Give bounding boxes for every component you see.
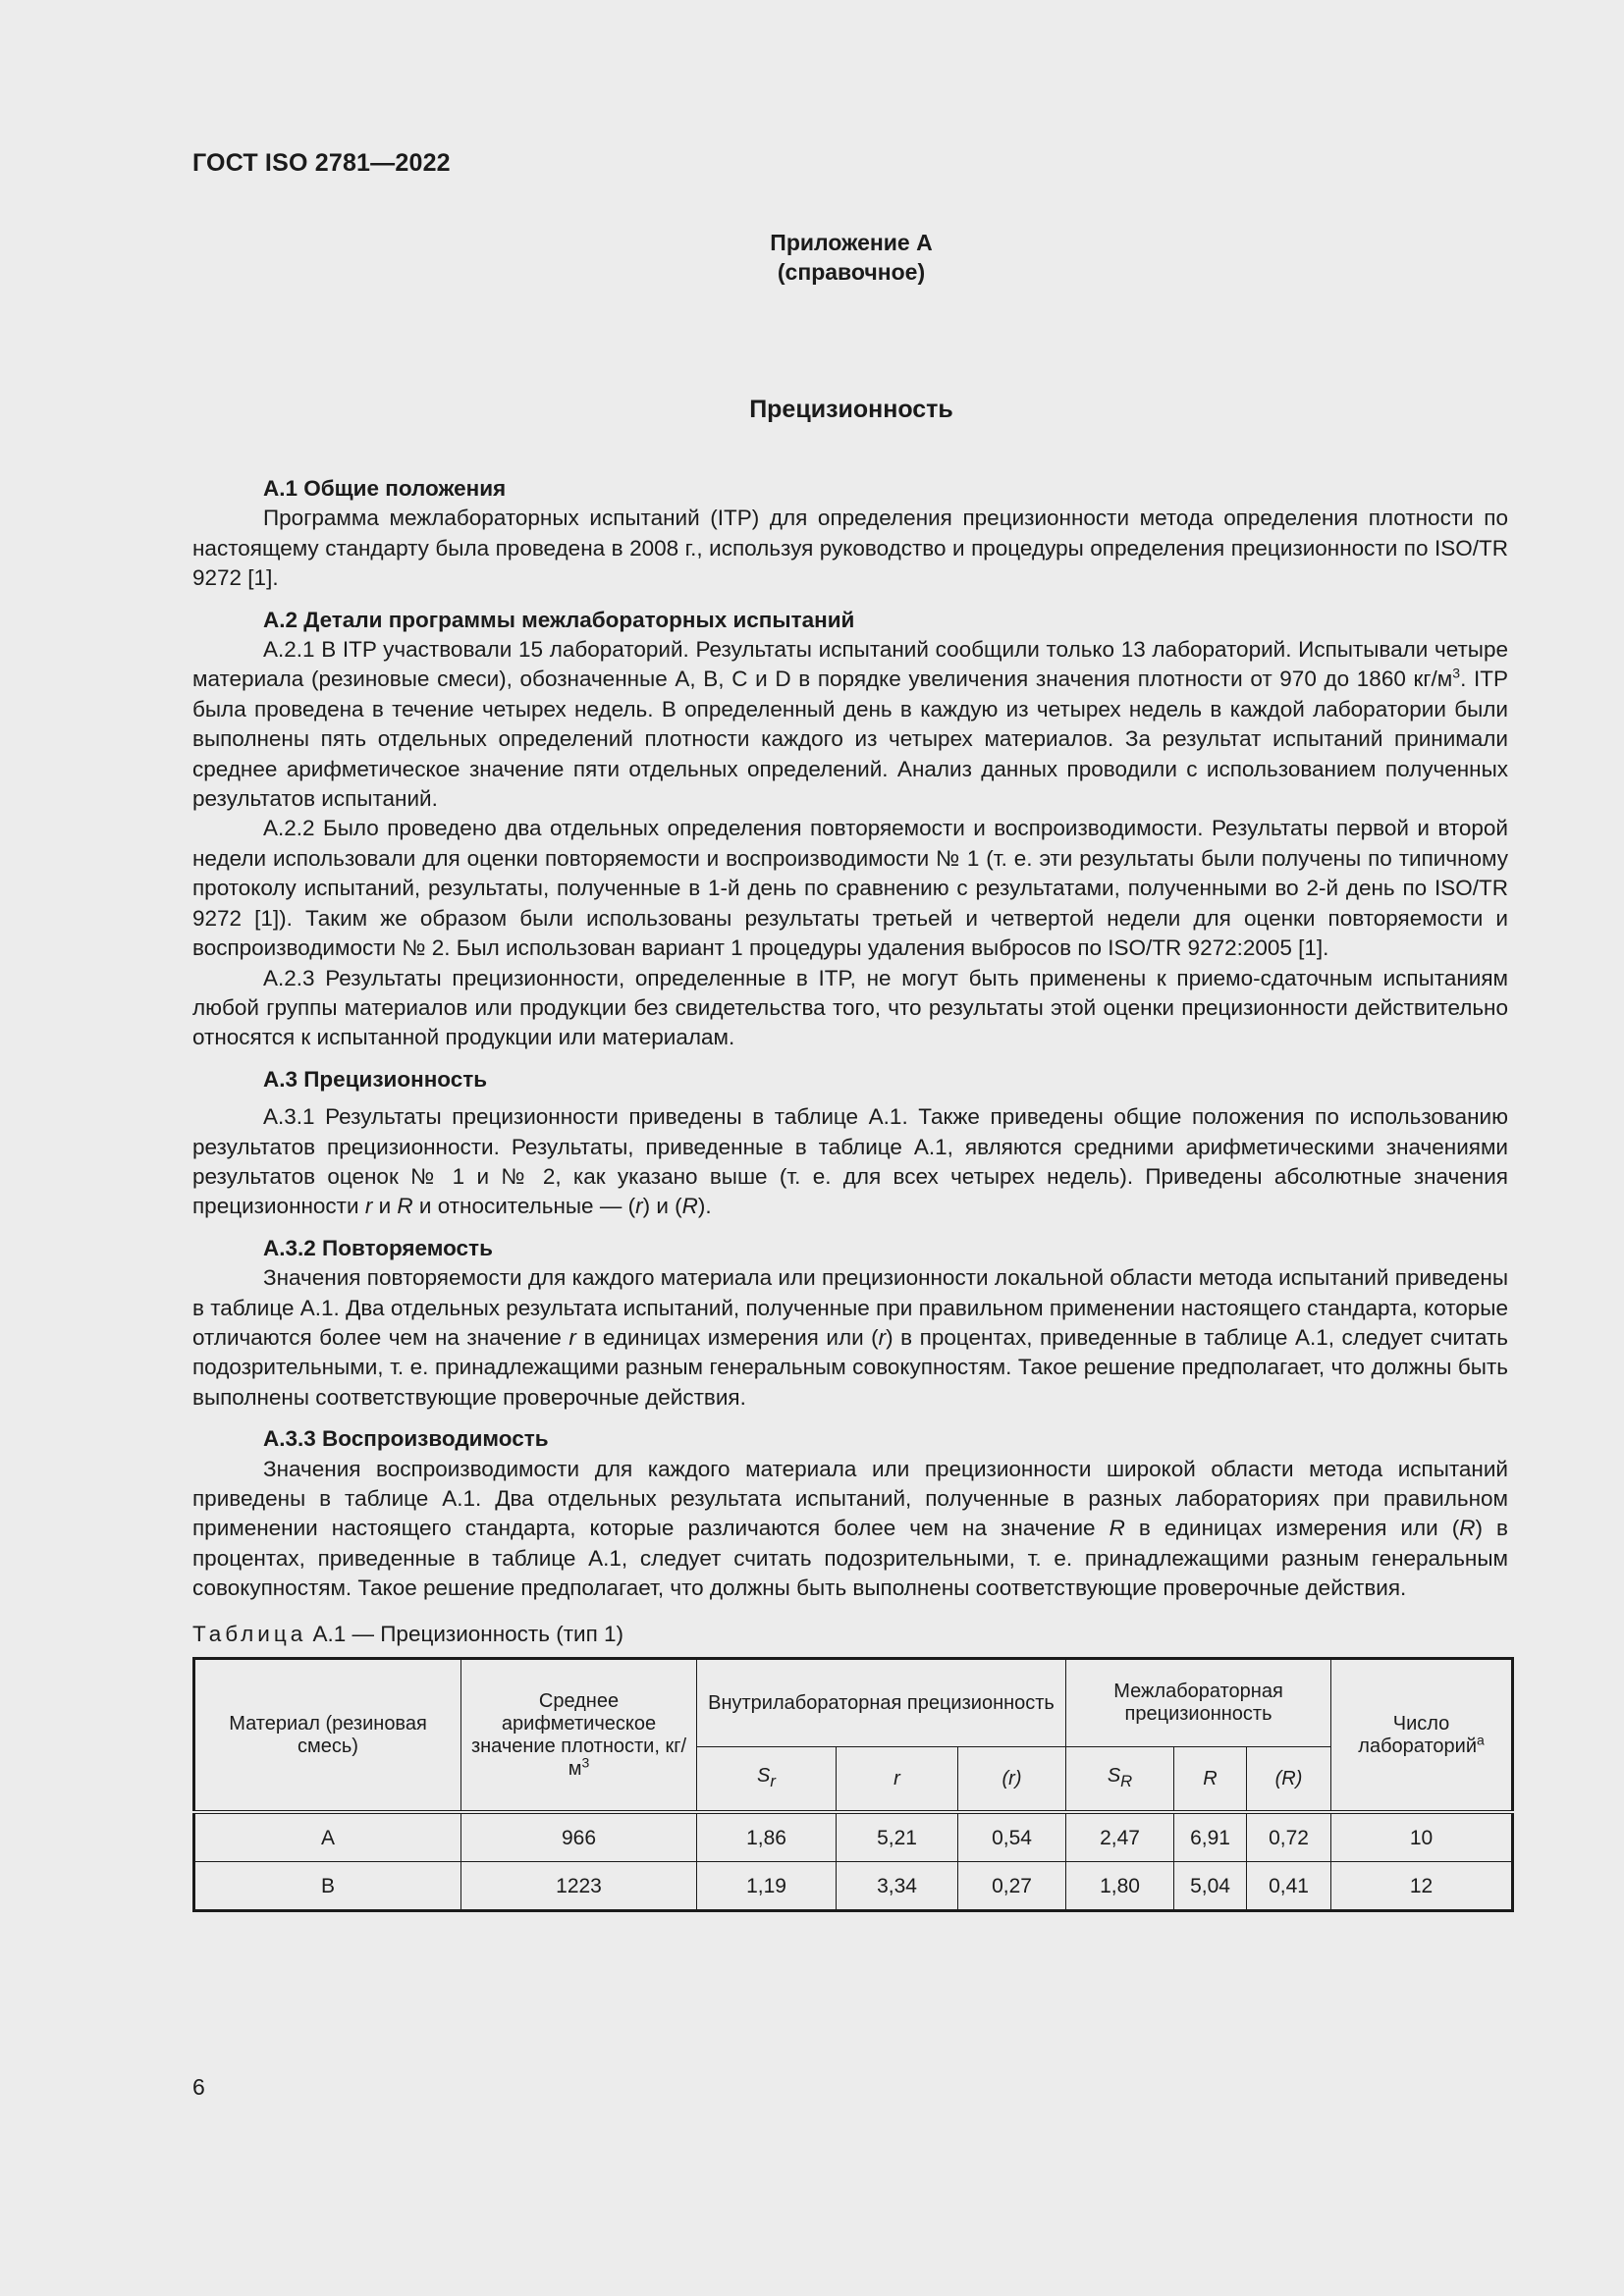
cell-material: А bbox=[194, 1812, 461, 1862]
cell-r: 5,21 bbox=[837, 1812, 958, 1862]
paragraph-a21: А.2.1 В ITP участвовали 15 лабораторий. Результаты испытаний сообщили только 13 лабораторий. Испытывали четыре материала (резиновые смеси), обозначенные А, В, С и D в порядке увеличения значения плотности от 970 до 1860 $кг/м^3$. ITP была проведена в течение четырех недель. В определенный день в каждую из четырех недель в каждой лаборатории были выполнены пять отдельных определений плотности каждого из четырех материалов. За результат испытаний принимали среднее арифметическое значение пяти отдельных определений. Анализ данных проводили с использованием полученных результатов испытаний. bbox=[192, 637, 1508, 812]
col-header-mean: Среднее арифметическое значение плотности, $кг/м^3$ bbox=[461, 1659, 697, 1813]
cell-mean: 1223 bbox=[461, 1862, 697, 1911]
annex-title: Приложение А bbox=[770, 230, 933, 255]
col-header-inter: Межлабораторная прецизионность bbox=[1066, 1659, 1331, 1747]
cell-r: 3,34 bbox=[837, 1862, 958, 1911]
heading-a3: А.3 Прецизионность bbox=[263, 1066, 488, 1092]
cell-sr: 1,19 bbox=[697, 1862, 837, 1911]
col-header-labs: Число лабораторий$^a$ bbox=[1331, 1659, 1513, 1813]
col-header-sr: $S_r$ bbox=[697, 1747, 837, 1813]
paragraph-a23: А.2.3 Результаты прецизионности, определенные в ITP, не могут быть применены к приемо-сдаточным испытаниям любой группы материалов или продукции без свидетельства того, что результаты этой оценки прецизионности действительно относятся к испытанной продукции или материалам. bbox=[192, 965, 1508, 1050]
cell-mean: 966 bbox=[461, 1812, 697, 1862]
col-header-R-rel: (R) bbox=[1247, 1747, 1331, 1813]
col-header-R: R bbox=[1174, 1747, 1247, 1813]
col-header-r: r bbox=[837, 1747, 958, 1813]
cell-labs: 10 bbox=[1331, 1812, 1513, 1862]
table-caption: Таблица А.1 — Прецизионность (тип 1) bbox=[192, 1621, 624, 1646]
cell-sR: 2,47 bbox=[1066, 1812, 1174, 1862]
cell-r-rel: 0,27 bbox=[958, 1862, 1066, 1911]
col-header-r-rel: (r) bbox=[958, 1747, 1066, 1813]
cell-R-rel: 0,41 bbox=[1247, 1862, 1331, 1911]
section-title: Прецизионность bbox=[749, 396, 953, 423]
paragraph-a32: Значения повторяемости для каждого материала или прецизионности локальной области метода испытаний приведены в таблице А.1. Два отдельных результата испытаний, полученные при правильном применении настоящего стандарта, которые отличаются более чем на значение r в единицах измерения или (r) в процентах, приведенные в таблице А.1, следует считать подозрительными, т. е. принадлежащими разным генеральным совокупностям. Такое решение предполагает, что должны быть выполнены соответствующие проверочные действия. bbox=[192, 1265, 1508, 1410]
table-row bbox=[194, 1812, 1513, 1862]
document-header: ГОСТ ISO 2781—2022 bbox=[192, 149, 451, 177]
cell-r-rel: 0,54 bbox=[958, 1812, 1066, 1862]
cell-R: 5,04 bbox=[1174, 1862, 1247, 1911]
table-row bbox=[194, 1862, 1513, 1911]
cell-R: 6,91 bbox=[1174, 1812, 1247, 1862]
col-header-material: Материал (резиновая смесь) bbox=[194, 1659, 461, 1813]
page-number: 6 bbox=[192, 2074, 205, 2100]
heading-a1: А.1 Общие положения bbox=[263, 476, 507, 501]
heading-a2: А.2 Детали программы межлабораторных испытаний bbox=[263, 607, 855, 632]
cell-sr: 1,86 bbox=[697, 1812, 837, 1862]
paragraph-a33: Значения воспроизводимости для каждого материала или прецизионности широкой области метода испытаний приведены в таблице А.1. Два отдельных результата испытаний, полученные в разных лабораториях при правильном применении настоящего стандарта, которые различаются более чем на значение R в единицах измерения или (R) в процентах, приведенные в таблице А.1, следует считать подозрительными, т. е. принадлежащими разным генеральным совокупностям. Такое решение предполагает, что должны быть выполнены соответствующие проверочные действия. bbox=[192, 1456, 1508, 1601]
heading-a32: А.3.2 Повторяемость bbox=[263, 1235, 493, 1260]
paragraph-a1: Программа межлабораторных испытаний (ITP) для определения прецизионности метода определения плотности по настоящему стандарту была проведена в 2008 г., используя руководство и процедуры определения прецизионности по ISO/TR 9272 [1]. bbox=[192, 506, 1508, 591]
paragraph-a31: А.3.1 Результаты прецизионности приведены в таблице А.1. Также приведены общие положения по использованию результатов прецизионности. Результаты, приведенные в таблице А.1, являются средними арифметическими значениями результатов оценок № 1 и № 2, как указано выше (т. е. для всех четырех недель). Приведены абсолютные значения прецизионности r и R и относительные — (r) и (R). bbox=[192, 1104, 1508, 1219]
cell-labs: 12 bbox=[1331, 1862, 1513, 1911]
cell-material: В bbox=[194, 1862, 461, 1911]
cell-sR: 1,80 bbox=[1066, 1862, 1174, 1911]
col-header-sR: $S_R$ bbox=[1066, 1747, 1174, 1813]
heading-a33: А.3.3 Воспроизводимость bbox=[263, 1426, 549, 1452]
precision-table bbox=[192, 1657, 1514, 1912]
col-header-intra: Внутрилабораторная прецизионность bbox=[697, 1659, 1066, 1747]
document-body bbox=[192, 474, 1508, 1912]
paragraph-a22: А.2.2 Было проведено два отдельных определения повторяемости и воспроизводимости. Результаты первой и второй недели использовали для оценки повторяемости и воспроизводимости № 1 (т. е. эти результаты были получены по типичному протоколу испытаний, результаты, полученные в 1-й день по сравнению с результатами, полученными во 2-й день по ISO/TR 9272 [1]). Таким же образом были использованы результаты третьей и четвертой недели для оценки повторяемости и воспроизводимости № 2. Был использован вариант 1 процедуры удаления выбросов по ISO/TR 9272:2005 [1]. bbox=[192, 816, 1508, 961]
annex-type: (справочное) bbox=[777, 259, 926, 285]
cell-R-rel: 0,72 bbox=[1247, 1812, 1331, 1862]
